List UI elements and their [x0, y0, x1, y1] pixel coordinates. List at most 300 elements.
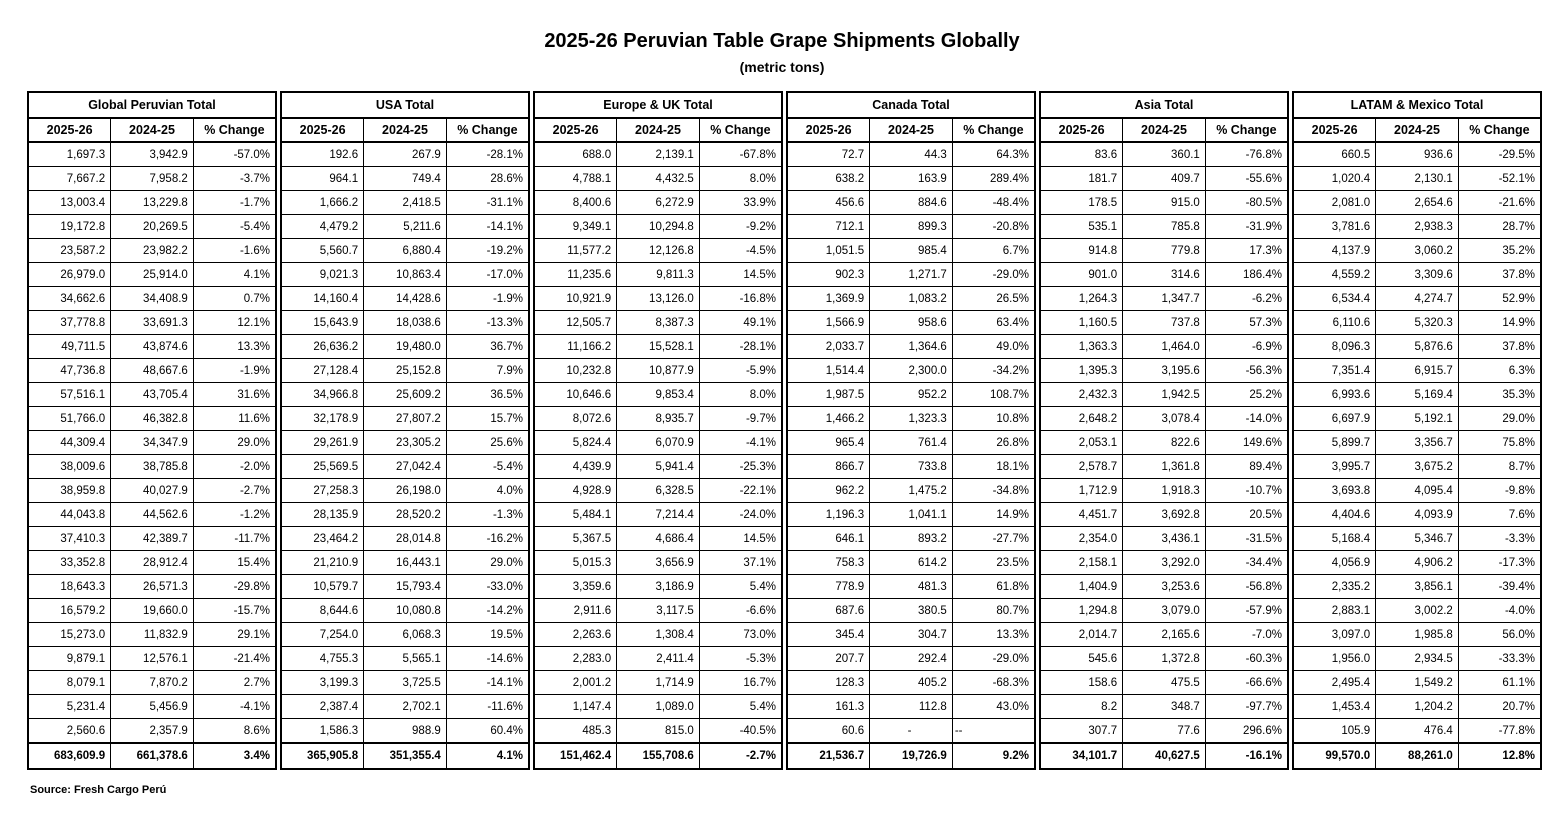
group-header-row: [787, 92, 1035, 118]
cell: 5.4%: [699, 575, 782, 599]
cell: 3,781.6: [1293, 215, 1376, 239]
cell: 3,675.2: [1376, 455, 1459, 479]
table-row: [1040, 431, 1288, 455]
cell: 15,643.9: [281, 311, 364, 335]
table-row: [28, 215, 276, 239]
cell: 29.1%: [193, 623, 276, 647]
cell: -77.8%: [1458, 719, 1541, 744]
table-row: [1040, 695, 1288, 719]
table-row: [787, 263, 1035, 287]
table-row: [28, 431, 276, 455]
table-row: [1293, 167, 1541, 191]
table-row: [281, 383, 529, 407]
table-row: [534, 239, 782, 263]
cell: -11.7%: [193, 527, 276, 551]
cell: 1,372.8: [1123, 647, 1206, 671]
table-row: [534, 527, 782, 551]
cell: -56.3%: [1205, 359, 1288, 383]
table-row: [28, 455, 276, 479]
cell: 5,211.6: [364, 215, 447, 239]
cell: -14.1%: [446, 671, 529, 695]
cell: 37,778.8: [28, 311, 111, 335]
cell: 1,464.0: [1123, 335, 1206, 359]
table-row: [1040, 311, 1288, 335]
cell: 10,921.9: [534, 287, 617, 311]
table-row: [787, 239, 1035, 263]
table-row: [787, 455, 1035, 479]
cell: 25.6%: [446, 431, 529, 455]
table-row: [281, 599, 529, 623]
cell: 14.9%: [952, 503, 1035, 527]
cell: 3,195.6: [1123, 359, 1206, 383]
cell: 57.3%: [1205, 311, 1288, 335]
cell: 2,300.0: [870, 359, 953, 383]
table-row: [1293, 215, 1541, 239]
cell: 1,712.9: [1040, 479, 1123, 503]
cell: 6,880.4: [364, 239, 447, 263]
cell: 6,534.4: [1293, 287, 1376, 311]
cell: -31.9%: [1205, 215, 1288, 239]
column-header: 2024-25: [617, 118, 700, 142]
cell: 409.7: [1123, 167, 1206, 191]
cell: 14.5%: [699, 263, 782, 287]
cell: 26,979.0: [28, 263, 111, 287]
cell: 29.0%: [1458, 407, 1541, 431]
cell: 14,160.4: [281, 287, 364, 311]
cell: 1,204.2: [1376, 695, 1459, 719]
cell: 14.9%: [1458, 311, 1541, 335]
cell: -20.8%: [952, 215, 1035, 239]
cell: -34.4%: [1205, 551, 1288, 575]
cell: -1.9%: [446, 287, 529, 311]
cell: 405.2: [870, 671, 953, 695]
cell: 29,261.9: [281, 431, 364, 455]
cell: 660.5: [1293, 142, 1376, 167]
cell: 2,411.4: [617, 647, 700, 671]
cell: 3,656.9: [617, 551, 700, 575]
table-row: [28, 575, 276, 599]
cell: 1,985.8: [1376, 623, 1459, 647]
cell: -14.1%: [446, 215, 529, 239]
table-row: [534, 431, 782, 455]
cell: -29.0%: [952, 647, 1035, 671]
cell: 49.1%: [699, 311, 782, 335]
cell: -34.2%: [952, 359, 1035, 383]
cell: 476.4: [1376, 719, 1459, 744]
cell: 25,914.0: [111, 263, 194, 287]
cell: 26.5%: [952, 287, 1035, 311]
total-row: [1293, 743, 1541, 769]
cell: 4,439.9: [534, 455, 617, 479]
cell: 2,560.6: [28, 719, 111, 744]
cell: 31.6%: [193, 383, 276, 407]
cell: 915.0: [1123, 191, 1206, 215]
cell: 4,404.6: [1293, 503, 1376, 527]
cell: 815.0: [617, 719, 700, 744]
cell: 49.0%: [952, 335, 1035, 359]
table-row: [281, 239, 529, 263]
cell: 8,935.7: [617, 407, 700, 431]
cell: 7,667.2: [28, 167, 111, 191]
cell: 11,832.9: [111, 623, 194, 647]
cell: 28,520.2: [364, 503, 447, 527]
table-row: [1040, 263, 1288, 287]
cell: 13,229.8: [111, 191, 194, 215]
cell: 1,714.9: [617, 671, 700, 695]
cell: -33.3%: [1458, 647, 1541, 671]
cell: 27,807.2: [364, 407, 447, 431]
cell: -34.8%: [952, 479, 1035, 503]
cell: -57.9%: [1205, 599, 1288, 623]
cell: 112.8: [870, 695, 953, 719]
cell: 9,853.4: [617, 383, 700, 407]
cell: 25.2%: [1205, 383, 1288, 407]
cell: -27.7%: [952, 527, 1035, 551]
table-row: [1293, 599, 1541, 623]
column-header: 2025-26: [787, 118, 870, 142]
table-row: [1040, 359, 1288, 383]
cell: 1,369.9: [787, 287, 870, 311]
cell: 20,269.5: [111, 215, 194, 239]
table-row: [281, 647, 529, 671]
page-title: 2025-26 Peruvian Table Grape Shipments Globally: [544, 30, 1020, 52]
cell: 10.8%: [952, 407, 1035, 431]
cell: 3,725.5: [364, 671, 447, 695]
table-row: [1293, 575, 1541, 599]
cell: -2.7%: [193, 479, 276, 503]
cell: 15,793.4: [364, 575, 447, 599]
column-header: 2024-25: [870, 118, 953, 142]
cell: 37.8%: [1458, 335, 1541, 359]
table-row: [534, 671, 782, 695]
cell: -3.3%: [1458, 527, 1541, 551]
cell: 108.7%: [952, 383, 1035, 407]
table-row: [28, 263, 276, 287]
table-row: [28, 527, 276, 551]
cell: 6,697.9: [1293, 407, 1376, 431]
table-row: [787, 551, 1035, 575]
cell: -4.1%: [193, 695, 276, 719]
table-row: [281, 671, 529, 695]
table-row: [534, 167, 782, 191]
group-header: Europe & UK Total: [534, 92, 782, 118]
table-row: [281, 479, 529, 503]
cell: 128.3: [787, 671, 870, 695]
cell: -55.6%: [1205, 167, 1288, 191]
cell: 737.8: [1123, 311, 1206, 335]
table-row: [787, 287, 1035, 311]
cell: 192.6: [281, 142, 364, 167]
cell: -1.2%: [193, 503, 276, 527]
cell: 9,349.1: [534, 215, 617, 239]
table-row: [787, 311, 1035, 335]
table-row: [1040, 335, 1288, 359]
cell: -56.8%: [1205, 575, 1288, 599]
cell: 10,646.6: [534, 383, 617, 407]
table-row: [281, 335, 529, 359]
cell: 8,079.1: [28, 671, 111, 695]
group-header: LATAM & Mexico Total: [1293, 92, 1541, 118]
cell: 48,667.6: [111, 359, 194, 383]
cell: 1,347.7: [1123, 287, 1206, 311]
cell: 8,387.3: [617, 311, 700, 335]
table-row: [787, 479, 1035, 503]
table-row: [281, 263, 529, 287]
cell: --: [952, 719, 1035, 744]
cell: 21,210.9: [281, 551, 364, 575]
total-cell: 661,378.6: [111, 743, 194, 769]
cell: -6.9%: [1205, 335, 1288, 359]
table-row: [1293, 239, 1541, 263]
table-row: [1293, 359, 1541, 383]
cell: -28.1%: [446, 142, 529, 167]
cell: 380.5: [870, 599, 953, 623]
cell: 1,395.3: [1040, 359, 1123, 383]
cell: 7,214.4: [617, 503, 700, 527]
cell: 7.9%: [446, 359, 529, 383]
total-cell: 88,261.0: [1376, 743, 1459, 769]
column-header: 2024-25: [1123, 118, 1206, 142]
cell: -16.8%: [699, 287, 782, 311]
cell: 2,357.9: [111, 719, 194, 744]
cell: 4,274.7: [1376, 287, 1459, 311]
cell: 1,956.0: [1293, 647, 1376, 671]
column-header: % Change: [1458, 118, 1541, 142]
table-row: [534, 407, 782, 431]
cell: 1,051.5: [787, 239, 870, 263]
cell: 779.8: [1123, 239, 1206, 263]
cell: 646.1: [787, 527, 870, 551]
cell: 7,958.2: [111, 167, 194, 191]
table-row: [28, 311, 276, 335]
table-row: [534, 287, 782, 311]
total-cell: 351,355.4: [364, 743, 447, 769]
cell: 16,443.1: [364, 551, 447, 575]
table-row: [1040, 191, 1288, 215]
table-row: [28, 647, 276, 671]
cell: 884.6: [870, 191, 953, 215]
group-header-row: [28, 92, 276, 118]
total-row: [1040, 743, 1288, 769]
table-row: [28, 551, 276, 575]
table-row: [1040, 647, 1288, 671]
cell: 5,560.7: [281, 239, 364, 263]
cell: 25,152.8: [364, 359, 447, 383]
cell: 28,014.8: [364, 527, 447, 551]
table-row: [1293, 503, 1541, 527]
cell: 6,068.3: [364, 623, 447, 647]
cell: 43.0%: [952, 695, 1035, 719]
cell: 0.7%: [193, 287, 276, 311]
cell: 893.2: [870, 527, 953, 551]
cell: 33.9%: [699, 191, 782, 215]
cell: -40.5%: [699, 719, 782, 744]
cell: 10,863.4: [364, 263, 447, 287]
column-header: % Change: [1205, 118, 1288, 142]
cell: 7,870.2: [111, 671, 194, 695]
cell: 3,253.6: [1123, 575, 1206, 599]
cell: 2,283.0: [534, 647, 617, 671]
cell: 5,192.1: [1376, 407, 1459, 431]
cell: 761.4: [870, 431, 953, 455]
cell: 8,644.6: [281, 599, 364, 623]
cell: 5,367.5: [534, 527, 617, 551]
cell: 28.7%: [1458, 215, 1541, 239]
cell: 4.1%: [193, 263, 276, 287]
total-row: [281, 743, 529, 769]
cell: 10,877.9: [617, 359, 700, 383]
cell: 1,549.2: [1376, 671, 1459, 695]
cell: 36.5%: [446, 383, 529, 407]
column-header: 2024-25: [111, 118, 194, 142]
cell: 962.2: [787, 479, 870, 503]
table-row: [1040, 287, 1288, 311]
cell: 38,959.8: [28, 479, 111, 503]
table-row: [1293, 407, 1541, 431]
table-row: [281, 215, 529, 239]
cell: 2,335.2: [1293, 575, 1376, 599]
cell: 307.7: [1040, 719, 1123, 744]
column-header-row: [1293, 118, 1541, 142]
table-row: [787, 599, 1035, 623]
cell: 27,258.3: [281, 479, 364, 503]
cell: -29.0%: [952, 263, 1035, 287]
table-row: [281, 142, 529, 167]
table-row: [281, 191, 529, 215]
total-cell: 99,570.0: [1293, 743, 1376, 769]
cell: 10,232.8: [534, 359, 617, 383]
cell: 758.3: [787, 551, 870, 575]
cell: 348.7: [1123, 695, 1206, 719]
cell: 3,002.2: [1376, 599, 1459, 623]
cell: 6.7%: [952, 239, 1035, 263]
cell: 15.7%: [446, 407, 529, 431]
cell: 13,003.4: [28, 191, 111, 215]
total-cell: 9.2%: [952, 743, 1035, 769]
cell: 5,168.4: [1293, 527, 1376, 551]
cell: 8,096.3: [1293, 335, 1376, 359]
cell: -33.0%: [446, 575, 529, 599]
cell: 44,309.4: [28, 431, 111, 455]
total-cell: 19,726.9: [870, 743, 953, 769]
cell: 9,021.3: [281, 263, 364, 287]
table-row: [1293, 191, 1541, 215]
cell: -24.0%: [699, 503, 782, 527]
cell: 40,027.9: [111, 479, 194, 503]
cell: 47,736.8: [28, 359, 111, 383]
cell: 3,292.0: [1123, 551, 1206, 575]
table-row: [1040, 407, 1288, 431]
cell: 5,899.7: [1293, 431, 1376, 455]
table-row: [1293, 647, 1541, 671]
cell: -1.7%: [193, 191, 276, 215]
table-row: [787, 359, 1035, 383]
cell: 6,915.7: [1376, 359, 1459, 383]
table-row: [28, 239, 276, 263]
cell: 35.3%: [1458, 383, 1541, 407]
table-row: [787, 431, 1035, 455]
cell: -57.0%: [193, 142, 276, 167]
table-row: [787, 575, 1035, 599]
cell: 37.8%: [1458, 263, 1541, 287]
group-table: [280, 91, 530, 770]
cell: 8,400.6: [534, 191, 617, 215]
column-header: % Change: [446, 118, 529, 142]
cell: 2,495.4: [1293, 671, 1376, 695]
cell: 1,987.5: [787, 383, 870, 407]
cell: 1,697.3: [28, 142, 111, 167]
cell: 3,060.2: [1376, 239, 1459, 263]
cell: 1,271.7: [870, 263, 953, 287]
cell: 29.0%: [446, 551, 529, 575]
cell: -15.7%: [193, 599, 276, 623]
cell: 34,408.9: [111, 287, 194, 311]
cell: 15.4%: [193, 551, 276, 575]
cell: 16,579.2: [28, 599, 111, 623]
cell: 2,165.6: [1123, 623, 1206, 647]
cell: 6,070.9: [617, 431, 700, 455]
cell: 1,089.0: [617, 695, 700, 719]
cell: -66.6%: [1205, 671, 1288, 695]
table-row: [28, 335, 276, 359]
cell: 149.6%: [1205, 431, 1288, 455]
cell: 13.3%: [193, 335, 276, 359]
cell: 2,053.1: [1040, 431, 1123, 455]
cell: 25,609.2: [364, 383, 447, 407]
table-row: [281, 623, 529, 647]
table-row: [534, 383, 782, 407]
cell: 3,199.3: [281, 671, 364, 695]
cell: 63.4%: [952, 311, 1035, 335]
table-row: [787, 167, 1035, 191]
cell: -16.2%: [446, 527, 529, 551]
cell: -4.0%: [1458, 599, 1541, 623]
cell: 481.3: [870, 575, 953, 599]
cell: 80.7%: [952, 599, 1035, 623]
cell: 11.6%: [193, 407, 276, 431]
cell: 57,516.1: [28, 383, 111, 407]
table-row: [281, 311, 529, 335]
cell: -5.4%: [193, 215, 276, 239]
table-row: [281, 167, 529, 191]
cell: -17.0%: [446, 263, 529, 287]
table-row: [281, 575, 529, 599]
table-row: [534, 503, 782, 527]
cell: 1,363.3: [1040, 335, 1123, 359]
cell: 1,586.3: [281, 719, 364, 744]
table-row: [1040, 479, 1288, 503]
cell: 3,097.0: [1293, 623, 1376, 647]
cell: -10.7%: [1205, 479, 1288, 503]
cell: 12,576.1: [111, 647, 194, 671]
cell: 13.3%: [952, 623, 1035, 647]
cell: 10,080.8: [364, 599, 447, 623]
table-row: [28, 695, 276, 719]
total-row: [787, 743, 1035, 769]
cell: 17.3%: [1205, 239, 1288, 263]
cell: 1,475.2: [870, 479, 953, 503]
total-cell: 365,905.8: [281, 743, 364, 769]
column-header: 2025-26: [28, 118, 111, 142]
total-row: [28, 743, 276, 769]
cell: 27,042.4: [364, 455, 447, 479]
cell: 20.5%: [1205, 503, 1288, 527]
column-header: 2025-26: [1293, 118, 1376, 142]
cell: 3,356.7: [1376, 431, 1459, 455]
total-cell: -2.7%: [699, 743, 782, 769]
cell: 15,528.1: [617, 335, 700, 359]
cell: 32,178.9: [281, 407, 364, 431]
